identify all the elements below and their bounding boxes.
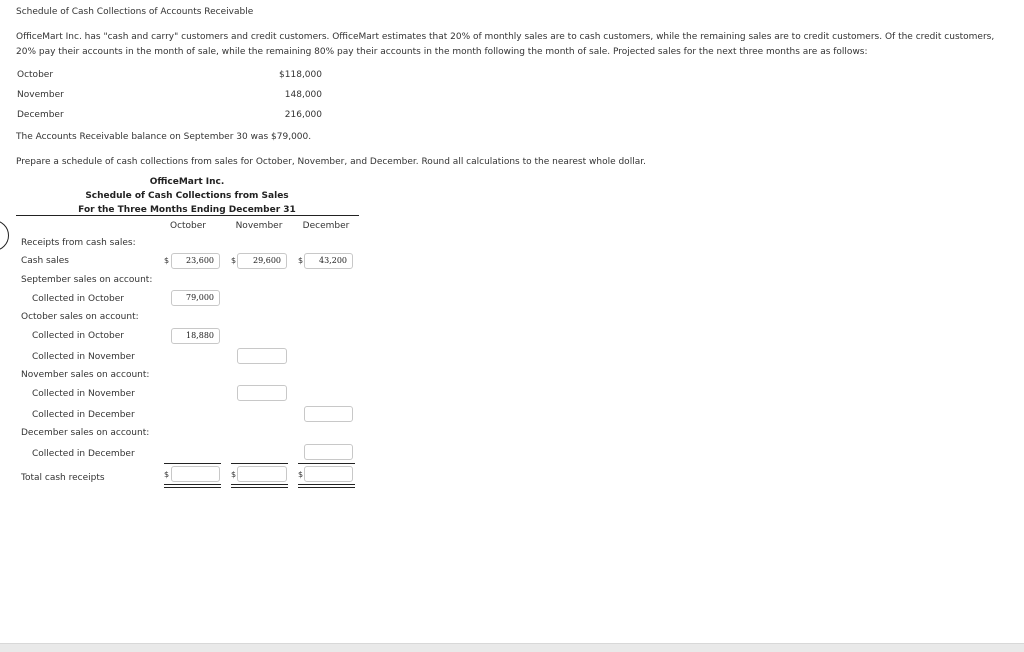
label-oct-collected-november: Collected in November (32, 352, 135, 362)
input-cash-sales-november[interactable]: 29,600 (237, 253, 287, 269)
sales-month-october: October (17, 70, 54, 80)
instruction-text: Prepare a schedule of cash collections from sales for October, November, and December. Round all calculations to the nearest whole dollar. (16, 157, 646, 167)
label-cash-sales: Cash sales (21, 256, 69, 266)
dollar-sign: $ (298, 256, 304, 265)
input-sept-collected-october[interactable]: 79,000 (171, 290, 220, 306)
sales-month-november: November (17, 90, 64, 100)
dollar-sign: $ (231, 470, 237, 479)
input-nov-collected-december[interactable] (304, 406, 353, 422)
input-total-october[interactable] (171, 466, 220, 482)
step-indicator-circle (0, 220, 9, 251)
input-oct-collected-november[interactable] (237, 348, 287, 364)
label-october-sales-header: October sales on account: (21, 312, 139, 322)
input-dec-collected-december[interactable] (304, 444, 353, 460)
sales-amount-november: 148,000 (284, 90, 322, 100)
ar-balance-text: The Accounts Receivable balance on September 30 was $79,000. (16, 132, 312, 142)
schedule-title: Schedule of Cash Collections from Sales (85, 191, 289, 201)
total-double-rule-october (164, 484, 221, 488)
label-oct-collected-october: Collected in October (32, 331, 124, 341)
input-cash-sales-october[interactable]: 23,600 (171, 253, 220, 269)
subtotal-rule-october (164, 463, 221, 464)
input-oct-collected-october[interactable]: 18,880 (171, 328, 220, 344)
label-dec-collected-december: Collected in December (32, 449, 135, 459)
schedule-company: OfficeMart Inc. (149, 177, 225, 187)
label-nov-collected-november: Collected in November (32, 389, 135, 399)
header-rule (16, 215, 359, 216)
column-header-october: October (169, 221, 207, 231)
label-december-sales-header: December sales on account: (21, 428, 150, 438)
sales-month-december: December (17, 110, 64, 120)
schedule-period: For the Three Months Ending December 31 (78, 205, 296, 215)
label-september-sales-header: September sales on account: (21, 275, 153, 285)
problem-description: OfficeMart Inc. has "cash and carry" customers and credit customers. OfficeMart estimates that 20% of monthly sales are to cash customers, while the remaining sales are to credit customers. Of the credit customers, 20% pay their accounts in the month of sale, while the remaining 80% pay their accounts in the month following the month of sale. Projected sales for the next three months are as follows: (16, 32, 995, 57)
column-header-november: November (235, 221, 283, 231)
label-sept-collected-october: Collected in October (32, 294, 124, 304)
sales-amount-december: 216,000 (284, 110, 322, 120)
dollar-sign: $ (298, 470, 304, 479)
label-november-sales-header: November sales on account: (21, 370, 150, 380)
sales-amount-october: $118,000 (279, 70, 322, 80)
dollar-sign: $ (164, 256, 170, 265)
label-total-cash-receipts: Total cash receipts (21, 473, 105, 483)
dollar-sign: $ (164, 470, 170, 479)
subtotal-rule-november (231, 463, 288, 464)
total-double-rule-november (231, 484, 288, 488)
page-title: Schedule of Cash Collections of Accounts Receivable (16, 7, 254, 17)
input-cash-sales-december[interactable]: 43,200 (304, 253, 353, 269)
column-header-december: December (302, 221, 350, 231)
label-receipts-cash-sales: Receipts from cash sales: (21, 238, 136, 248)
input-total-november[interactable] (237, 466, 287, 482)
total-double-rule-december (298, 484, 355, 488)
dollar-sign: $ (231, 256, 237, 265)
input-total-december[interactable] (304, 466, 353, 482)
input-nov-collected-november[interactable] (237, 385, 287, 401)
label-nov-collected-december: Collected in December (32, 410, 135, 420)
subtotal-rule-december (298, 463, 355, 464)
horizontal-scrollbar[interactable] (0, 643, 1024, 652)
